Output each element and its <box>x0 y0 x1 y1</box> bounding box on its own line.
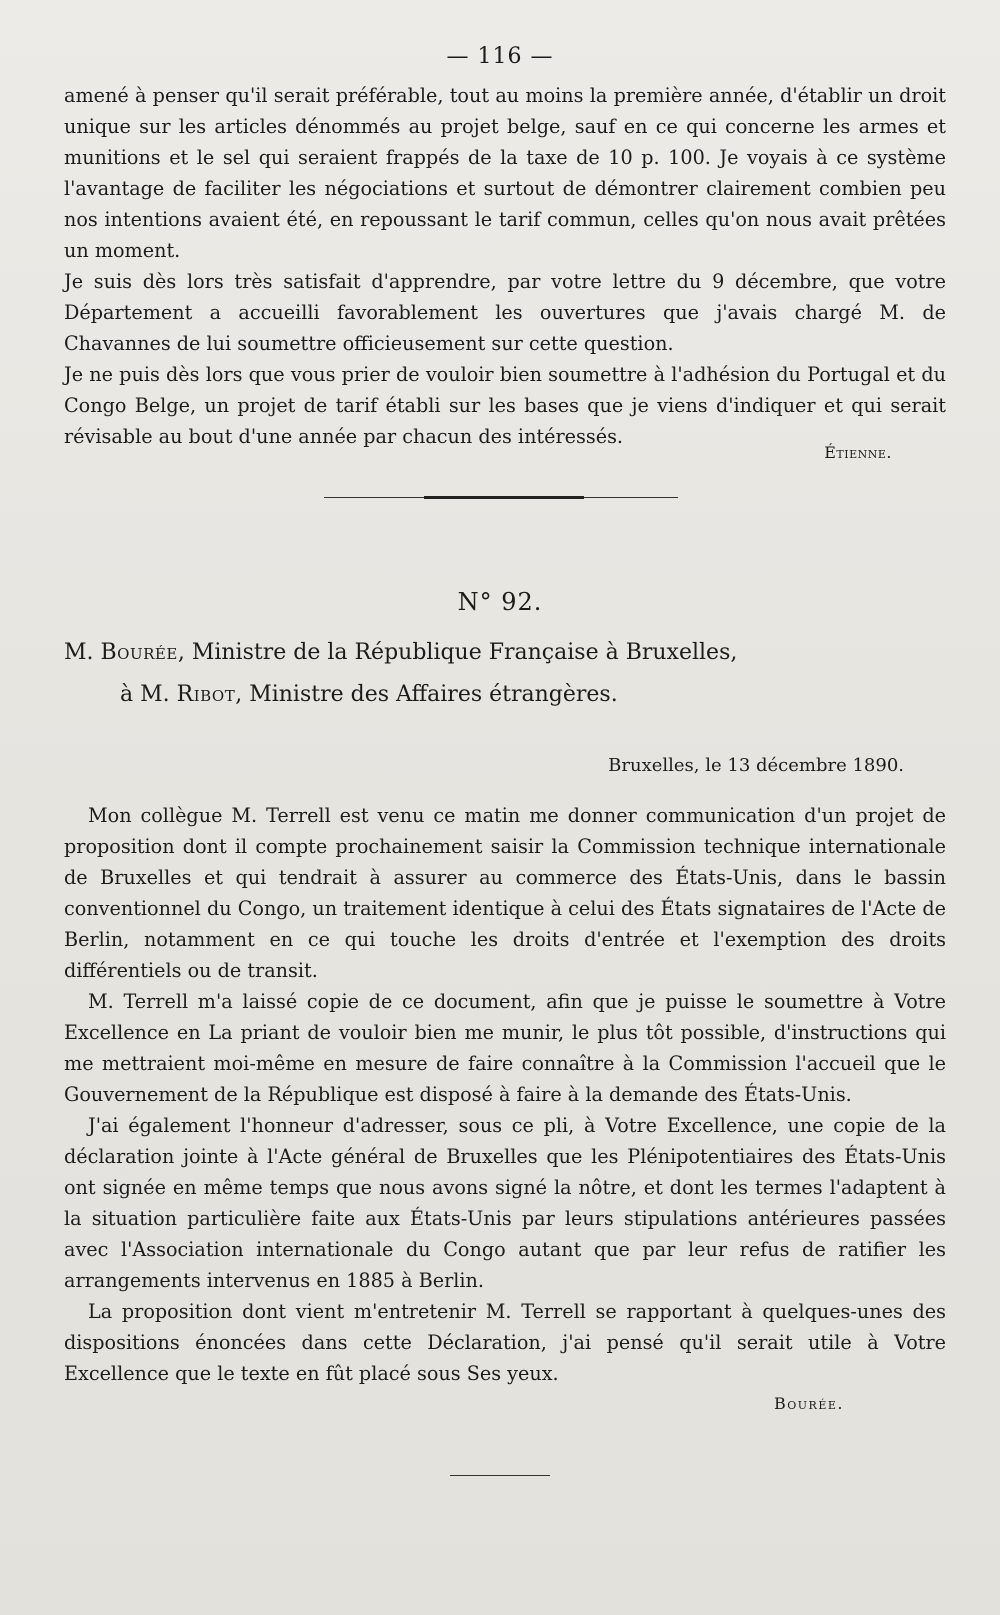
section-divider <box>324 497 678 498</box>
divider-accent <box>424 496 584 499</box>
signature-etienne: Étienne. <box>824 443 892 462</box>
document-number: N° 92. <box>457 588 543 616</box>
paragraph: amené à penser qu'il serait préférable, tout au moins la première année, d'établir un droit unique sur les articles dénommés au projet belge, sauf en ce qui concerne les armes et munitions et le sel qui seraient frappés de la taxe de 10 p. 100. Je voyais à ce système l'avantage de faciliter les négociations et surtout de démontrer clairement combien peu nos intentions avaient été, en repoussant le tarif commun, celles qu'on nous avait prêtées un moment. <box>64 84 946 262</box>
recipient-prefix: à M. <box>120 682 177 707</box>
recipient-title: , Ministre des Affaires étrangères. <box>235 682 618 707</box>
sender-prefix: M. <box>64 640 101 665</box>
sender-title: , Ministre de la République Française à Bruxelles, <box>177 640 738 665</box>
paragraph: M. Terrell m'a laissé copie de ce document, afin que je puisse le soumettre à Votre Excellence en La priant de vouloir bien me munir, le plus tôt possible, d'instructions qui me mettraient moi-même en mesure de faire connaître à la Commission l'accueil que le Gouvernement de la République est disposé à faire à la demande des États-Unis. <box>64 990 946 1106</box>
paragraph: La proposition dont vient m'entretenir M. Terrell se rapportant à quelques-unes des dispositions énoncées dans cette Déclaration, j'ai pensé qu'il serait utile à Votre Excellence que le texte en fût placé sous Ses yeux. <box>64 1300 946 1385</box>
paragraph: Mon collègue M. Terrell est venu ce matin me donner communication d'un projet de proposition dont il compte prochainement saisir la Commission technique internationale de Bruxelles et qui tendrait à assurer au commerce des États-Unis, dans le bassin conventionnel du Congo, un traitement identique à celui des États signataires de l'Acte de Berlin, notamment en ce qui touche les droits d'entrée et l'exemption des droits différentiels ou de transit. <box>64 804 946 982</box>
sender-name: Bourée <box>100 640 178 665</box>
paragraph: J'ai également l'honneur d'adresser, sous ce pli, à Votre Excellence, une copie de la déclaration jointe à l'Acte général de Bruxelles que les Plénipotentiaires des États-Unis ont signée en même temps que nous avons signé la nôtre, et dont les termes l'adaptent à la situation particulière faite aux États-Unis par leurs stipulations antérieures passées avec l'Association internationale du Congo autant que par leur refus de ratifier les arrangements intervenus en 1885 à Berlin. <box>64 1114 946 1292</box>
page-number: — 116 — <box>446 44 554 69</box>
sender-heading <box>64 640 737 665</box>
paragraph: Je ne puis dès lors que vous prier de vouloir bien soumettre à l'adhésion du Portugal et du Congo Belge, un projet de tarif établi sur les bases que je viens d'indiquer et qui serait révisable au bout d'une année par chacun des intéressés. <box>64 363 946 448</box>
paragraph: Je suis dès lors très satisfait d'apprendre, par votre lettre du 9 décembre, que votre Département a accueilli favorablement les ouvertures que j'avais chargé M. de Chavannes de lui soumettre officieusement sur cette question. <box>64 270 946 355</box>
dateline: Bruxelles, le 13 décembre 1890. <box>608 755 904 776</box>
recipient-heading <box>120 682 618 707</box>
letter-bouree-body <box>64 800 946 1389</box>
end-rule <box>450 1475 550 1476</box>
signature-bouree: Bourée. <box>774 1394 844 1413</box>
recipient-name: Ribot <box>176 682 236 707</box>
letter-etienne-body <box>64 80 946 452</box>
